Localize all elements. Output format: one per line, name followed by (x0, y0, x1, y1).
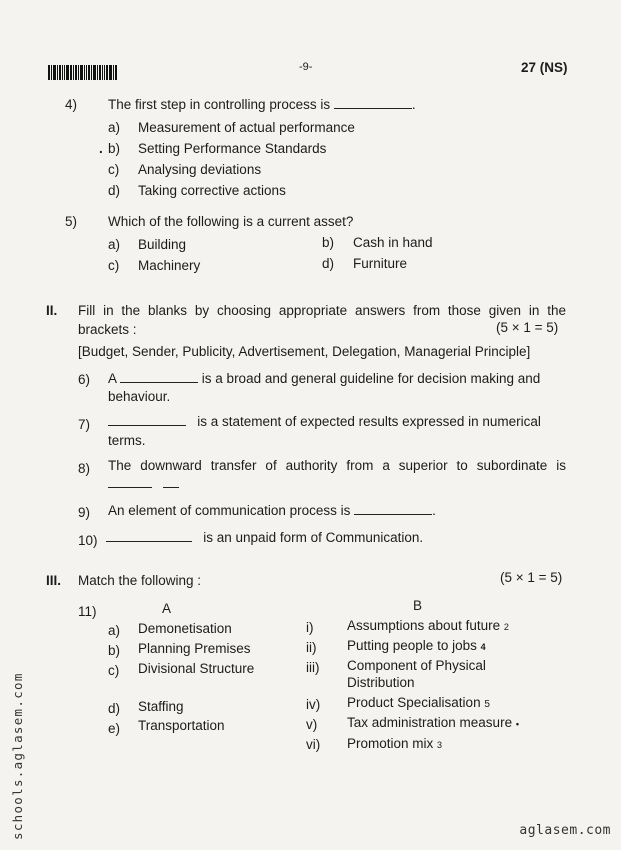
pen-mark: 3 (437, 740, 443, 750)
option-key: a) (108, 237, 121, 252)
section-instruction: brackets : (78, 322, 137, 337)
match-item: Putting people to jobs 4 (347, 638, 486, 653)
column-header: A (162, 601, 172, 616)
match-key: d) (108, 701, 121, 716)
option-key: d) (322, 256, 335, 271)
option-key: c) (108, 258, 120, 273)
pen-mark: 2 (503, 622, 509, 632)
match-item: Product Specialisation 5 (347, 695, 490, 710)
question-text: The downward transfer of authority from a superior to subordinate is (108, 458, 566, 473)
match-item: Promotion mix 3 (347, 736, 443, 751)
match-key: iv) (306, 697, 321, 712)
match-item: Staffing (138, 699, 184, 714)
question-text: The first step in controlling process is . (108, 97, 416, 112)
column-header: B (413, 598, 423, 613)
match-item: Component of Physical (347, 658, 486, 673)
pen-mark: 4 (480, 642, 486, 652)
question-number: 6) (78, 372, 91, 387)
match-key: c) (108, 663, 120, 678)
match-item: Tax administration measure • (347, 715, 519, 730)
pen-mark: 5 (484, 699, 490, 710)
section-number: III. (46, 573, 62, 588)
match-key: b) (108, 643, 121, 658)
question-text: terms. (108, 433, 146, 448)
answer-blank (108, 476, 179, 491)
option-text: Measurement of actual performance (138, 120, 355, 135)
question-text: behaviour. (108, 389, 171, 404)
section-number: II. (46, 303, 58, 318)
match-key: vi) (306, 737, 321, 752)
side-watermark: schools.aglasem.com (10, 672, 25, 840)
option-text: Setting Performance Standards (138, 141, 327, 156)
question-number: 8) (78, 461, 91, 476)
option-text: Building (138, 237, 187, 252)
option-key: c) (108, 162, 120, 177)
match-item: Transportation (138, 718, 225, 733)
option-text: Analysing deviations (138, 162, 262, 177)
option-text: Machinery (138, 258, 201, 273)
question-number: 5) (65, 214, 78, 229)
option-text: Cash in hand (353, 235, 433, 250)
match-key: a) (108, 623, 121, 638)
pen-mark: • (515, 719, 519, 729)
barcode (48, 65, 132, 80)
match-item: Divisional Structure (138, 661, 255, 676)
tick-mark: . (99, 141, 103, 156)
match-key: i) (306, 620, 314, 635)
match-item: Demonetisation (138, 621, 232, 636)
question-number: 9) (78, 505, 91, 520)
option-key: a) (108, 120, 121, 135)
question-number: 4) (65, 97, 78, 112)
question-number: 11) (78, 604, 97, 619)
option-key: b) (108, 141, 121, 156)
question-text: A is a broad and general guideline for decision making and (108, 371, 541, 386)
question-number: 10) (78, 533, 98, 548)
option-text: Taking corrective actions (138, 183, 286, 198)
option-key: b) (322, 235, 335, 250)
section-instruction: Fill in the blanks by choosing appropriate answers from those given in the (78, 303, 566, 318)
match-key: iii) (306, 660, 320, 675)
section-title: Match the following : (78, 573, 202, 588)
question-text: An element of communication process is . (108, 503, 436, 518)
answer-options: [Budget, Sender, Publicity, Advertisement, Delegation, Managerial Principle] (78, 344, 531, 359)
option-key: d) (108, 183, 121, 198)
page-number: -9- (299, 61, 313, 73)
match-key: ii) (306, 640, 317, 655)
match-key: v) (306, 717, 318, 732)
match-item: Planning Premises (138, 641, 251, 656)
paper-code: 27 (NS) (521, 60, 568, 75)
question-text: Which of the following is a current asset? (108, 214, 354, 229)
question-text: is an unpaid form of Communication. (106, 530, 423, 545)
match-key: e) (108, 721, 121, 736)
marks-label: (5 × 1 = 5) (496, 320, 559, 335)
match-item: Distribution (347, 675, 415, 690)
marks-label: (5 × 1 = 5) (500, 570, 563, 585)
option-text: Furniture (353, 256, 408, 271)
question-number: 7) (78, 417, 91, 432)
bottom-watermark: aglasem.com (519, 823, 611, 838)
question-text: is a statement of expected results expressed in numerical (108, 414, 541, 429)
match-item: Assumptions about future 2 (347, 618, 509, 633)
